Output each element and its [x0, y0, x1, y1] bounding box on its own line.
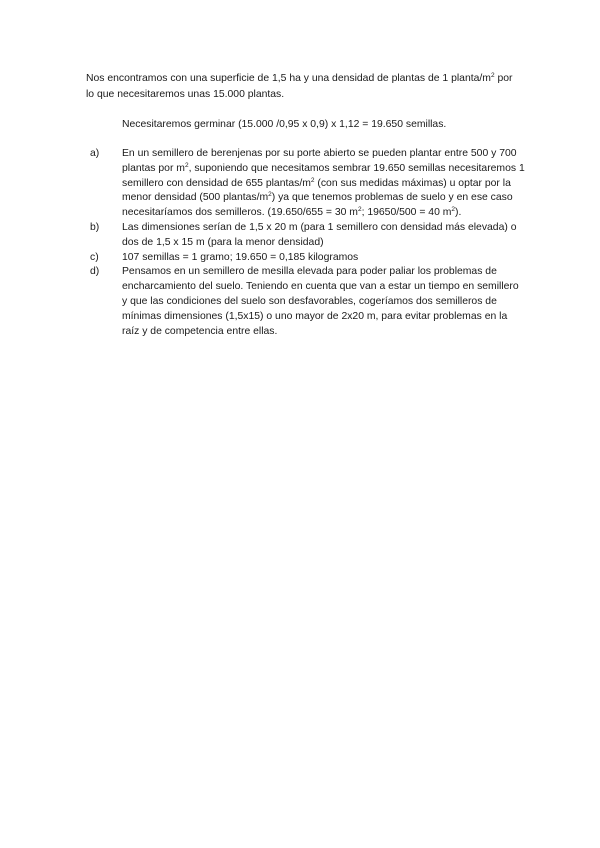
item-a-text-2: , suponiendo que necesitamos sembrar 19.650 semillas necesitaremos 1 semillero con densidad de 655 plantas/m [122, 162, 525, 189]
superscript-2: 2 [184, 161, 189, 169]
intro-text-2: por lo que necesitaremos unas 15.000 plantas. [86, 73, 513, 100]
superscript-2: 2 [310, 176, 315, 184]
list-item-c [86, 251, 526, 266]
item-c-text: 107 semillas = 1 gramo; 19.650 = 0,185 kilogramos [122, 251, 359, 263]
item-a-text-5: ; 19650/500 = 40 m [361, 207, 452, 219]
list-item-a [86, 147, 526, 221]
list-item-b [86, 221, 526, 251]
germination-calculation: Necesitaremos germinar (15.000 /0,95 x 0,9) x 1,12 = 19.650 semillas. [122, 119, 447, 130]
answer-list [86, 147, 526, 339]
list-marker: b) [90, 221, 100, 233]
list-item-d [86, 265, 526, 339]
superscript-2: 2 [451, 206, 456, 214]
item-b-text: Las dimensiones serían de 1,5 x 20 m (para 1 semillero con densidad más elevada) o dos de 1,5 x 15 m (para la menor densidad) [122, 221, 517, 248]
superscript-2: 2 [490, 72, 495, 79]
unit-m: m [482, 73, 491, 84]
list-marker: a) [90, 148, 100, 159]
item-d-text: Pensamos en un semillero de mesilla elevada para poder paliar los problemas de encharcamiento del suelo. Teniendo en cuenta que van a estar un tiempo en semillero y que las condiciones del suelo son desfavorables, cogeríamos dos semilleros de mínimas dimensiones (1,5x15) o uno mayor de 2x20 m, para evitar problemas en la raíz y de competencia entre ellas. [122, 266, 519, 337]
item-a-text-6: ). [455, 207, 462, 219]
list-marker: d) [90, 266, 100, 278]
item-a-text-4: ) ya que tenemos problemas de suelo y en ese caso necesitaríamos dos semilleros. (19.650/655 = 30 m [122, 192, 513, 219]
superscript-2: 2 [357, 206, 362, 214]
list-marker: c) [90, 251, 99, 263]
superscript-2: 2 [268, 191, 272, 199]
intro-paragraph [86, 71, 516, 103]
intro-text-1: Nos encontramos con una superficie de 1,5 ha y una densidad de plantas de 1 planta/ [86, 73, 483, 84]
item-a-text-3: (con sus medidas máximas) u optar por la menor densidad (500 plantas/m [122, 177, 511, 204]
item-a-text-1: En un semillero de berenjenas por su porte abierto se pueden plantar entre 500 y 700 plantas por m [122, 148, 517, 174]
